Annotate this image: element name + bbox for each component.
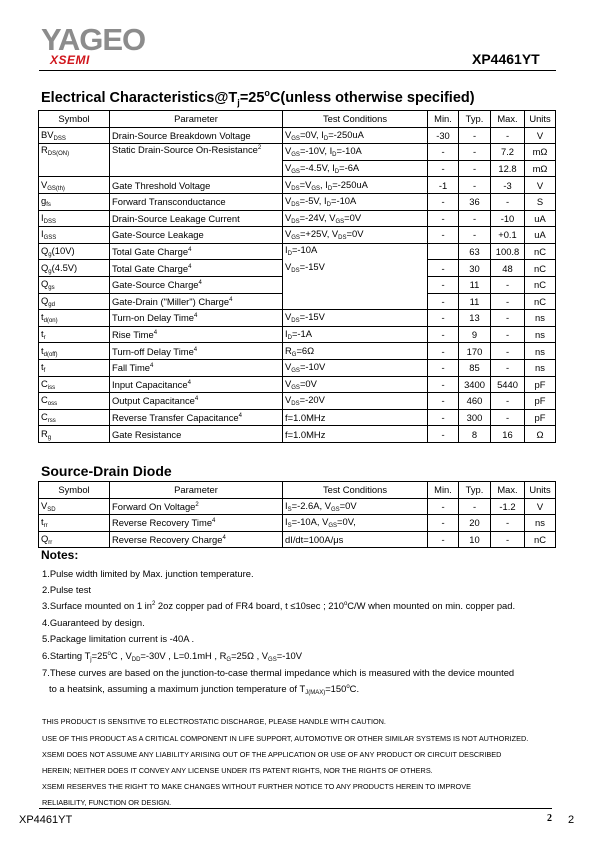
cell-parameter: Turn-off Delay Time$^4$ xyxy=(110,343,283,360)
cell-symbol: $C_{iss}$ xyxy=(39,376,110,393)
cell-symbol: $t_{d(off)}$ xyxy=(39,343,110,360)
col-parameter: Parameter xyxy=(110,111,283,128)
cell-min: - xyxy=(428,160,459,177)
cell-conditions: $V_{GS}=-10V$, $I_D=-10A$ xyxy=(283,144,428,161)
cell-min xyxy=(428,243,459,260)
table-row xyxy=(39,243,556,260)
cell-typ: 20 xyxy=(459,515,491,532)
cell-conditions: dI/dt=100A/μs xyxy=(283,531,428,548)
cell-min: - xyxy=(428,515,459,532)
cell-unit: mΩ xyxy=(525,160,556,177)
note-5: 5.Package limitation current is -40A . xyxy=(42,633,195,644)
col-conditions: Test Conditions xyxy=(283,111,428,128)
cell-min: - xyxy=(428,393,459,410)
cell-unit: uA xyxy=(525,227,556,244)
note-3: 3.Surface mounted on 1 $in^2$ 2oz copper pad of FR4 board, t ≤10sec ; 210$^o$C/W when mounted on min. copper pad. xyxy=(42,600,516,611)
col-symbol: Symbol xyxy=(39,111,110,128)
cell-max: - xyxy=(491,293,525,310)
cell-max: 100.8 xyxy=(491,243,525,260)
cell-max: 48 xyxy=(491,260,525,277)
logo-wordmark: YAGEO xyxy=(41,22,146,57)
cell-conditions: $V_{GS}=-4.5V$, $I_D=-6A$ xyxy=(283,160,428,177)
cell-symbol: $C_{rss}$ xyxy=(39,409,110,426)
disclaimer-line: THIS PRODUCT IS SENSITIVE TO ELECTROSTATIC DISCHARGE, PLEASE HANDLE WITH CAUTION. xyxy=(42,717,386,726)
cell-conditions: $V_{DS}=-20V$ xyxy=(283,393,428,410)
cell-max: -10 xyxy=(491,210,525,227)
cell-typ: 11 xyxy=(459,276,491,293)
logo-subbrand: XSEMI xyxy=(50,53,90,67)
cell-unit: nC xyxy=(525,293,556,310)
cell-parameter: Gate-Source Leakage xyxy=(110,227,283,244)
cell-typ: 3400 xyxy=(459,376,491,393)
note-6: 6.Starting $T_j=25^oC$ , $V_{DD}=-30V$ , L=0.1mH , $R_G=25\Omega$ , $V_{GS}=-10V$ xyxy=(42,650,302,663)
cell-typ: - xyxy=(459,498,491,515)
source-drain-diode-table xyxy=(38,481,556,548)
table-header-row xyxy=(39,482,556,499)
cell-unit: nC xyxy=(525,260,556,277)
cell-conditions: $I_S=-10A$, $V_{GS}=0V$, xyxy=(283,515,428,532)
cell-symbol: $I_{GSS}$ xyxy=(39,227,110,244)
cell-parameter: Drain-Source Breakdown Voltage xyxy=(110,127,283,144)
cell-typ: - xyxy=(459,160,491,177)
cell-max: - xyxy=(491,127,525,144)
col-max: Max. xyxy=(491,111,525,128)
cell-parameter: Output Capacitance$^4$ xyxy=(110,393,283,410)
cell-conditions: $I_D=-1A$ xyxy=(283,326,428,343)
cell-unit: pF xyxy=(525,376,556,393)
table-row xyxy=(39,193,556,210)
note-7: 7.These curves are based on the junction-to-case thermal impedance which is measured with the device mounted xyxy=(42,667,515,678)
col-min: Min. xyxy=(428,482,459,499)
cell-typ: 11 xyxy=(459,293,491,310)
cell-conditions: $V_{GS}=0V$ xyxy=(283,376,428,393)
cell-conditions: $V_{GS}=0V$, $I_D=-250uA$ xyxy=(283,127,428,144)
cell-parameter: Rise Time$^4$ xyxy=(110,326,283,343)
cell-min: - xyxy=(428,227,459,244)
cell-max: - xyxy=(491,326,525,343)
note-1: 1.Pulse width limited by Max. junction temperature. xyxy=(42,568,254,579)
col-typ: Typ. xyxy=(459,111,491,128)
section-title-electrical: Electrical $Characteristics@T_j=25^oC(unless$ otherwise specified) xyxy=(41,88,475,108)
cell-min: - xyxy=(428,193,459,210)
cell-parameter: Gate-Drain ("Miller") Charge$^4$ xyxy=(110,293,283,310)
cell-min: - xyxy=(428,144,459,161)
footer-page-number: 2 xyxy=(547,813,552,824)
cell-max: 16 xyxy=(491,426,525,443)
cell-typ: 36 xyxy=(459,193,491,210)
col-symbol: Symbol xyxy=(39,482,110,499)
cell-typ: - xyxy=(459,227,491,244)
cell-max: - xyxy=(491,193,525,210)
cell-unit: S xyxy=(525,193,556,210)
cell-min: - xyxy=(428,310,459,327)
cell-parameter: Total Gate Charge$^4$ xyxy=(110,243,283,260)
cell-typ: 300 xyxy=(459,409,491,426)
cell-unit: V xyxy=(525,498,556,515)
table-row xyxy=(39,376,556,393)
cell-symbol: $Q_g(4.5V)$ xyxy=(39,260,110,277)
cell-unit: ns xyxy=(525,343,556,360)
cell-symbol: $t_{d(on)}$ xyxy=(39,310,110,327)
cell-parameter: Gate-Source Charge$^4$ xyxy=(110,276,283,293)
cell-parameter: Drain-Source Leakage Current xyxy=(110,210,283,227)
cell-unit: V xyxy=(525,177,556,194)
cell-typ: 13 xyxy=(459,310,491,327)
cell-symbol: $R_g$ xyxy=(39,426,110,443)
cell-max: 12.8 xyxy=(491,160,525,177)
cell-conditions: $R_G=6\Omega$ xyxy=(283,343,428,360)
table-row xyxy=(39,426,556,443)
cell-max: +0.1 xyxy=(491,227,525,244)
notes-title: Notes: xyxy=(41,548,79,562)
cell-min: - xyxy=(428,426,459,443)
cell-symbol: $BV_{DSS}$ xyxy=(39,127,110,144)
note-4: 4.Guaranteed by design. xyxy=(42,617,145,628)
cell-symbol: $C_{oss}$ xyxy=(39,393,110,410)
table-row xyxy=(39,127,556,144)
cell-typ: 63 xyxy=(459,243,491,260)
note-2: 2.Pulse test xyxy=(42,584,91,595)
cell-max: -3 xyxy=(491,177,525,194)
cell-parameter: Forward Transconductance xyxy=(110,193,283,210)
cell-symbol: $V_{SD}$ xyxy=(39,498,110,515)
disclaimer-line: RELIABILITY, FUNCTION OR DESIGN. xyxy=(42,798,172,807)
cell-typ: - xyxy=(459,144,491,161)
col-min: Min. xyxy=(428,111,459,128)
table-row xyxy=(39,227,556,244)
disclaimer-line: HEREIN; NEITHER DOES IT CONVEY ANY LICENSE UNDER ITS PATENT RIGHTS, NOR THE RIGHTS OF OTHERS. xyxy=(42,766,433,775)
disclaimer-line: USE OF THIS PRODUCT AS A CRITICAL COMPONENT IN LIFE SUPPORT, AUTOMOTIVE OR OTHER SIMILAR SYSTEMS IS NOT AUTHORIZED. xyxy=(42,734,529,743)
table-row xyxy=(39,310,556,327)
col-conditions: Test Conditions xyxy=(283,482,428,499)
cell-max: - xyxy=(491,531,525,548)
cell-unit: ns xyxy=(525,326,556,343)
table-row xyxy=(39,144,556,161)
col-typ: Typ. xyxy=(459,482,491,499)
cell-symbol: $g_{fs}$ xyxy=(39,193,110,210)
cell-parameter: Reverse Transfer Capacitance$^4$ xyxy=(110,409,283,426)
cell-symbol: $Q_{gs}$ xyxy=(39,276,110,293)
cell-typ: - xyxy=(459,127,491,144)
cell-typ: 170 xyxy=(459,343,491,360)
section-title-source-drain: Source-Drain Diode xyxy=(41,463,172,479)
cell-parameter: Fall Time$^4$ xyxy=(110,359,283,376)
cell-conditions: $V_{DS}=V_{GS}$, $I_D=-250uA$ xyxy=(283,177,428,194)
cell-symbol: $Q_{rr}$ xyxy=(39,531,110,548)
cell-min: - xyxy=(428,326,459,343)
cell-unit: V xyxy=(525,127,556,144)
disclaimer-line: XSEMI RESERVES THE RIGHT TO MAKE CHANGES WITHOUT FURTHER NOTICE TO ANY PRODUCTS HEREIN TO IMPROVE xyxy=(42,782,471,791)
cell-symbol: $t_f$ xyxy=(39,359,110,376)
footer-page-number-right: 2 xyxy=(568,814,575,826)
cell-min: -30 xyxy=(428,127,459,144)
col-units: Units xyxy=(525,111,556,128)
cell-unit: ns xyxy=(525,310,556,327)
cell-min: - xyxy=(428,343,459,360)
cell-parameter: Input Capacitance$^4$ xyxy=(110,376,283,393)
cell-unit: nC xyxy=(525,243,556,260)
table-row xyxy=(39,177,556,194)
col-units: Units xyxy=(525,482,556,499)
cell-max: - xyxy=(491,343,525,360)
cell-typ: 460 xyxy=(459,393,491,410)
cell-symbol: $R_{DS(ON)}$ xyxy=(39,144,110,177)
table-row xyxy=(39,326,556,343)
note-7-continued: to a heatsink, assuming a maximum junction temperature of $T_{J(MAX)}=150^oC$. xyxy=(49,683,360,696)
cell-unit: pF xyxy=(525,409,556,426)
cell-parameter: Gate Resistance xyxy=(110,426,283,443)
cell-min: - xyxy=(428,409,459,426)
cell-min: - xyxy=(428,293,459,310)
cell-symbol: $Q_{gd}$ xyxy=(39,293,110,310)
cell-conditions: $I_D=-10A$ $V_{DS}=-15V$ xyxy=(283,243,428,309)
cell-typ: 9 xyxy=(459,326,491,343)
table-header-row xyxy=(39,111,556,128)
cell-min: - xyxy=(428,210,459,227)
table-row xyxy=(39,210,556,227)
cell-conditions: $I_S=-2.6A$, $V_{GS}=0V$ xyxy=(283,498,428,515)
cell-typ: 85 xyxy=(459,359,491,376)
cell-min: - xyxy=(428,359,459,376)
yageo-logo xyxy=(41,22,151,70)
cell-unit: nC xyxy=(525,531,556,548)
cell-parameter: Forward On Voltage$^2$ xyxy=(110,498,283,515)
cell-typ: 8 xyxy=(459,426,491,443)
electrical-characteristics-table xyxy=(38,110,556,443)
cell-parameter: Total Gate Charge$^4$ xyxy=(110,260,283,277)
cell-max: 5440 xyxy=(491,376,525,393)
header-part-number: XP4461YT xyxy=(472,51,540,67)
cell-conditions: f=1.0MHz xyxy=(283,409,428,426)
cell-max: - xyxy=(491,359,525,376)
cell-min: - xyxy=(428,260,459,277)
cell-max: - xyxy=(491,515,525,532)
cell-typ: 30 xyxy=(459,260,491,277)
cell-typ: - xyxy=(459,210,491,227)
cell-max: - xyxy=(491,409,525,426)
cell-unit: mΩ xyxy=(525,144,556,161)
cell-conditions: $V_{DS}=-24V$, $V_{GS}=0V$ xyxy=(283,210,428,227)
col-parameter: Parameter xyxy=(110,482,283,499)
cell-max: - xyxy=(491,310,525,327)
cell-parameter: Gate Threshold Voltage xyxy=(110,177,283,194)
cell-min: - xyxy=(428,376,459,393)
cell-symbol: $V_{GS(th)}$ xyxy=(39,177,110,194)
col-max: Max. xyxy=(491,482,525,499)
table-row xyxy=(39,531,556,548)
cell-unit: Ω xyxy=(525,426,556,443)
cell-conditions: $V_{GS}=-10V$ xyxy=(283,359,428,376)
table-row xyxy=(39,409,556,426)
cell-max: - xyxy=(491,276,525,293)
table-row xyxy=(39,393,556,410)
cell-parameter: Reverse Recovery Charge$^4$ xyxy=(110,531,283,548)
table-row xyxy=(39,359,556,376)
cell-unit: ns xyxy=(525,359,556,376)
cell-min: - xyxy=(428,531,459,548)
cell-unit: ns xyxy=(525,515,556,532)
footer-part-number: XP4461YT xyxy=(19,814,73,826)
cell-parameter: Static Drain-Source On-Resistance$^2$ xyxy=(110,144,283,177)
cell-min: - xyxy=(428,498,459,515)
cell-conditions: $V_{DS}=-5V$, $I_D=-10A$ xyxy=(283,193,428,210)
cell-parameter: Reverse Recovery Time$^4$ xyxy=(110,515,283,532)
cell-max: -1.2 xyxy=(491,498,525,515)
cell-conditions: $V_{DS}=-15V$ xyxy=(283,310,428,327)
cell-symbol: $t_r$ xyxy=(39,326,110,343)
cell-symbol: $Q_g(10V)$ xyxy=(39,243,110,260)
cell-conditions: f=1.0MHz xyxy=(283,426,428,443)
table-row xyxy=(39,498,556,515)
cell-unit: uA xyxy=(525,210,556,227)
cell-max: - xyxy=(491,393,525,410)
cell-max: 7.2 xyxy=(491,144,525,161)
cell-typ: - xyxy=(459,177,491,194)
cell-unit: nC xyxy=(525,276,556,293)
disclaimer-line: XSEMI DOES NOT ASSUME ANY LIABILITY ARISING OUT OF THE APPLICATION OR USE OF ANY PRODUCT OR CIRCUIT DESCRIBED xyxy=(42,750,502,759)
table-row xyxy=(39,343,556,360)
cell-symbol: $I_{DSS}$ xyxy=(39,210,110,227)
header-rule xyxy=(39,70,556,71)
cell-symbol: $t_{rr}$ xyxy=(39,515,110,532)
cell-unit: pF xyxy=(525,393,556,410)
cell-typ: 10 xyxy=(459,531,491,548)
cell-min: -1 xyxy=(428,177,459,194)
table-row xyxy=(39,515,556,532)
cell-conditions: $V_{GS}=+25V$, $V_{DS}=0V$ xyxy=(283,227,428,244)
footer-rule xyxy=(39,808,552,809)
cell-min: - xyxy=(428,276,459,293)
cell-parameter: Turn-on Delay Time$^4$ xyxy=(110,310,283,327)
